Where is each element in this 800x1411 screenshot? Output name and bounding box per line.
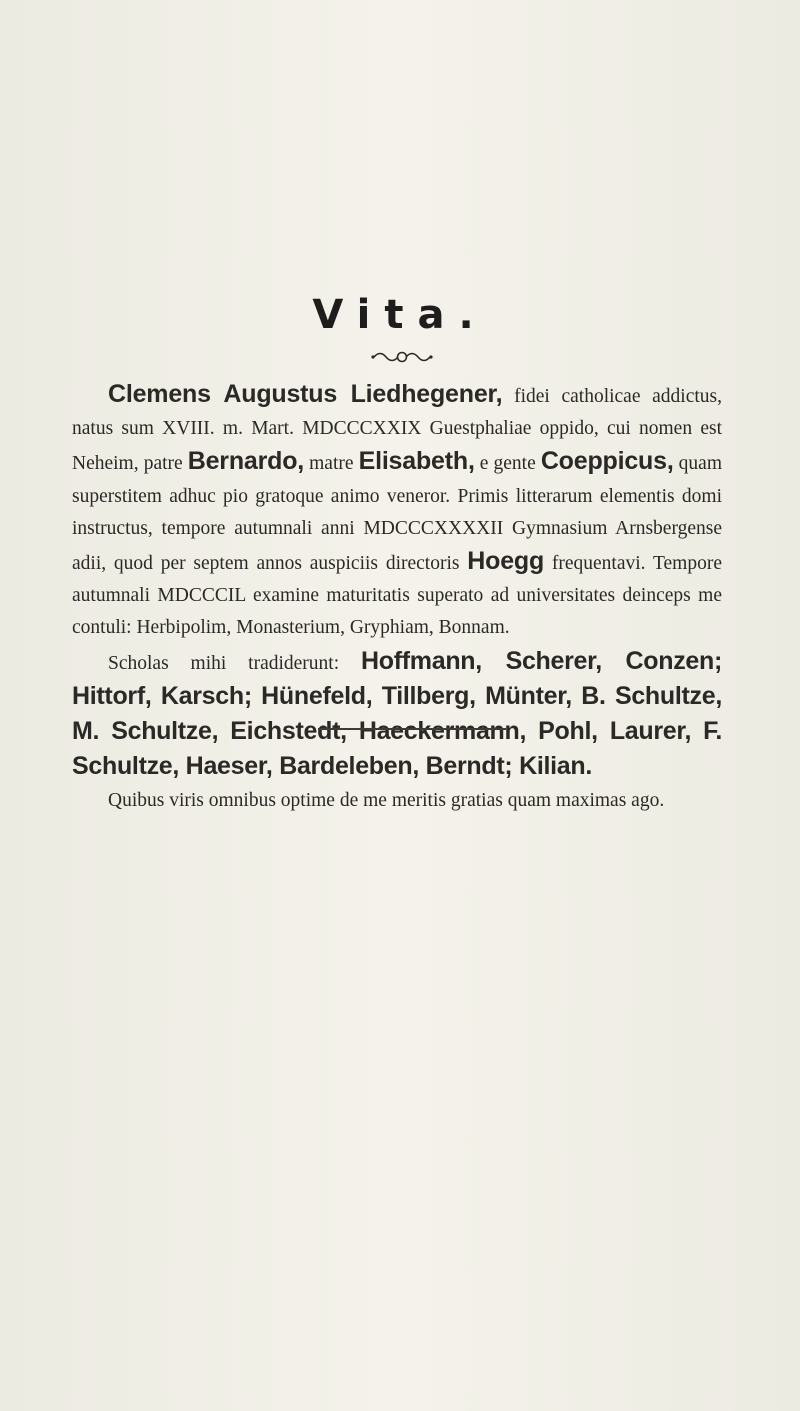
gens-name: Coeppicus, [540, 447, 674, 476]
paragraph-teachers [72, 645, 722, 786]
closing-rule [318, 728, 506, 730]
mother-name: Elisabeth, [358, 447, 475, 476]
page-title: Vita. [312, 292, 488, 338]
text-segment: quam superstitem adhuc pio gratoque animo veneror. Primis litterarum elementis domi instructus, tempore autumnali anni MDCCCXXXXII Gymnasium Arnsbergense adii, quod per septem annos auspiciis directoris [72, 453, 722, 575]
text-segment: e gente [474, 453, 541, 475]
text-segment: frequentavi. Tempore autumnali MDCCCIL examine maturitatis superato ad universitates deinceps me contuli: Herbipolim, Monasterium, Gryphiam, Bonnam. [72, 553, 722, 639]
paragraph-gratitude [72, 785, 722, 817]
text-segment: matre [304, 453, 359, 475]
author-name: Clemens Augustus Liedhegener, [108, 380, 503, 408]
teacher-names: Hoffmann, Scherer, Conzen; Hittorf, Karsch; Hünefeld, Tillberg, Münter, B. Schultze, M. Schultze, Eichstedt, Haeckermann, Pohl, Laurer, F. Schultze, Haeser, Bardeleben, Berndt; Kilian. [72, 646, 723, 781]
teachers-lead: Scholas mihi tradiderunt: [108, 652, 362, 674]
text-segment: fidei catholicae addictus, natus sum XVIII. m. Mart. MDCCCXXIX Guestphaliae oppido, cui nomen est Neheim, patre [72, 386, 723, 475]
gratitude-text: Quibus viris omnibus optime de me meritis gratias quam maximas ago. [108, 790, 665, 812]
father-name: Bernardo, [187, 447, 305, 476]
vita-body [72, 378, 722, 818]
scroll-ornament-icon [370, 346, 434, 368]
paragraph-biography [72, 378, 722, 645]
director-name: Hoegg [467, 547, 545, 576]
